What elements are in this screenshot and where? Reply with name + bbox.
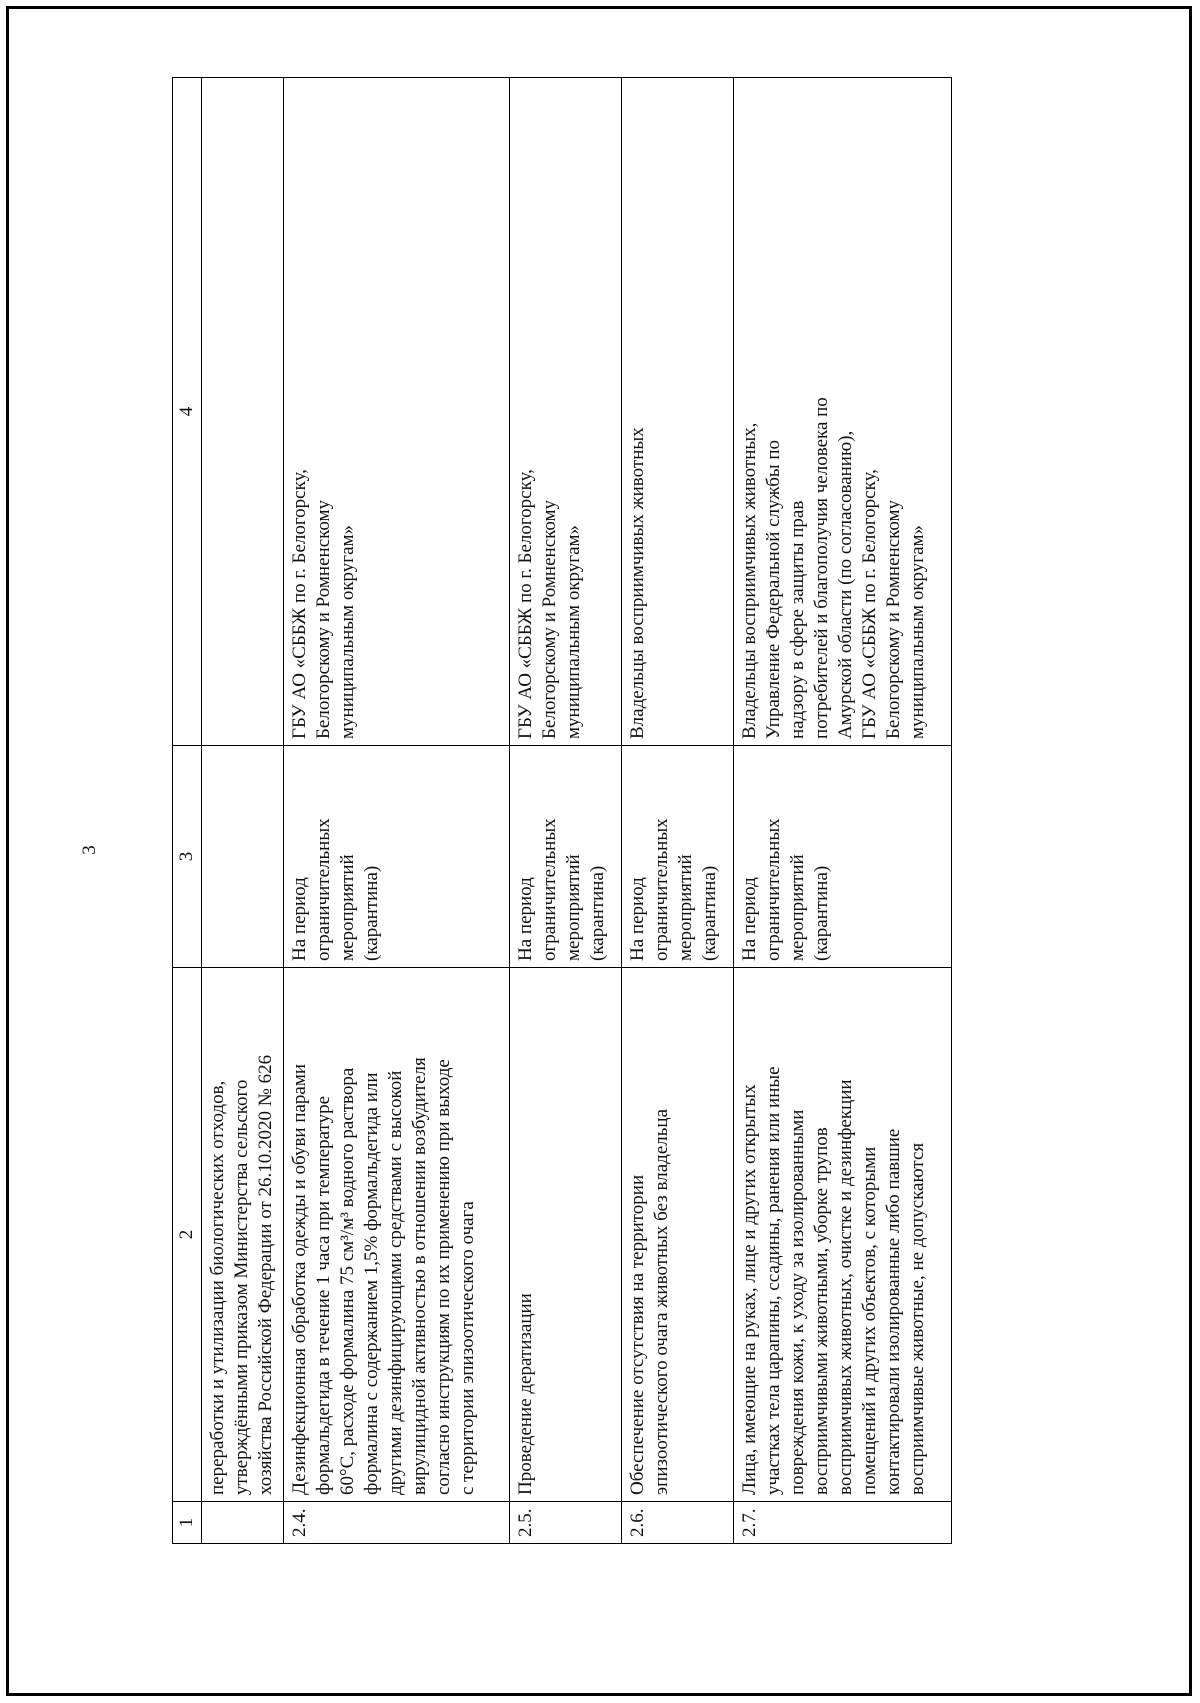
row-action: Обеспечение отсутствия на территории эпизоотического очага животных без владельца (622, 968, 734, 1502)
header-col-3: 3 (173, 746, 202, 968)
row-responsible: ГБУ АО «СББЖ по г. Белогорску, Белогорскому и Ромненскому муниципальным округам» (284, 78, 510, 746)
row-action: Проведение дератизации (510, 968, 622, 1502)
header-col-2: 2 (173, 968, 202, 1502)
row-number: 2.7. (734, 1502, 952, 1544)
row-number (202, 1502, 284, 1544)
table-header-row (173, 78, 202, 1544)
row-period: На период ограничительных мероприятий (карантина) (284, 746, 510, 968)
table-row (734, 78, 952, 1544)
row-responsible: Владельцы восприимчивых животных (622, 78, 734, 746)
row-number: 2.6. (622, 1502, 734, 1544)
row-action: Лица, имеющие на руках, лице и других открытых участках тела царапины, ссадины, ранения или иные повреждения кожи, к уходу за изолированными восприимчивыми животными, уборке трупов восприимчивых животных, очистке и дезинфекции помещений и других объектов, с которыми контактировали изолированные либо павшие восприимчивые животные, не допускаются (734, 968, 952, 1502)
row-period: На период ограничительных мероприятий (карантина) (622, 746, 734, 968)
row-responsible (202, 78, 284, 746)
table-row (202, 78, 284, 1544)
row-number: 2.4. (284, 1502, 510, 1544)
measures-table (172, 77, 952, 1544)
header-col-4: 4 (173, 78, 202, 746)
row-action: переработки и утилизации биологических отходов, утверждёнными приказом Министерства сельского хозяйства Российской Федерации от 26.10.2020 № 626 (202, 968, 284, 1502)
row-period (202, 746, 284, 968)
table-row (284, 78, 510, 1544)
table-row (510, 78, 622, 1544)
row-number: 2.5. (510, 1502, 622, 1544)
row-period: На период ограничительных мероприятий (карантина) (510, 746, 622, 968)
row-responsible: ГБУ АО «СББЖ по г. Белогорску, Белогорскому и Ромненскому муниципальным округам» (510, 78, 622, 746)
row-responsible: Владельцы восприимчивых животных, Управление Федеральной службы по надзору в сфере защиты прав потребителей и благополучия человека по Амурской области (по согласованию), ГБУ АО «СББЖ по г. Белогорску, Белогорскому и Ромненскому муниципальным округам» (734, 78, 952, 746)
rotated-table-sheet (172, 78, 952, 1544)
header-col-1: 1 (173, 1502, 202, 1544)
row-action: Дезинфекционная обработка одежды и обуви парами формальдегида в течение 1 часа при температуре 60°С, расходе формалина 75 см³/м³ водного раствора формалина с содержанием 1,5% формальдегида или другими дезинфицирующими средствами с высокой вирулицидной активностью в отношении возбудителя согласно инструкциям по их применению при выходе с территории эпизоотического очага (284, 968, 510, 1502)
table-row (622, 78, 734, 1544)
page-number: 3 (79, 845, 100, 855)
row-period: На период ограничительных мероприятий (карантина) (734, 746, 952, 968)
